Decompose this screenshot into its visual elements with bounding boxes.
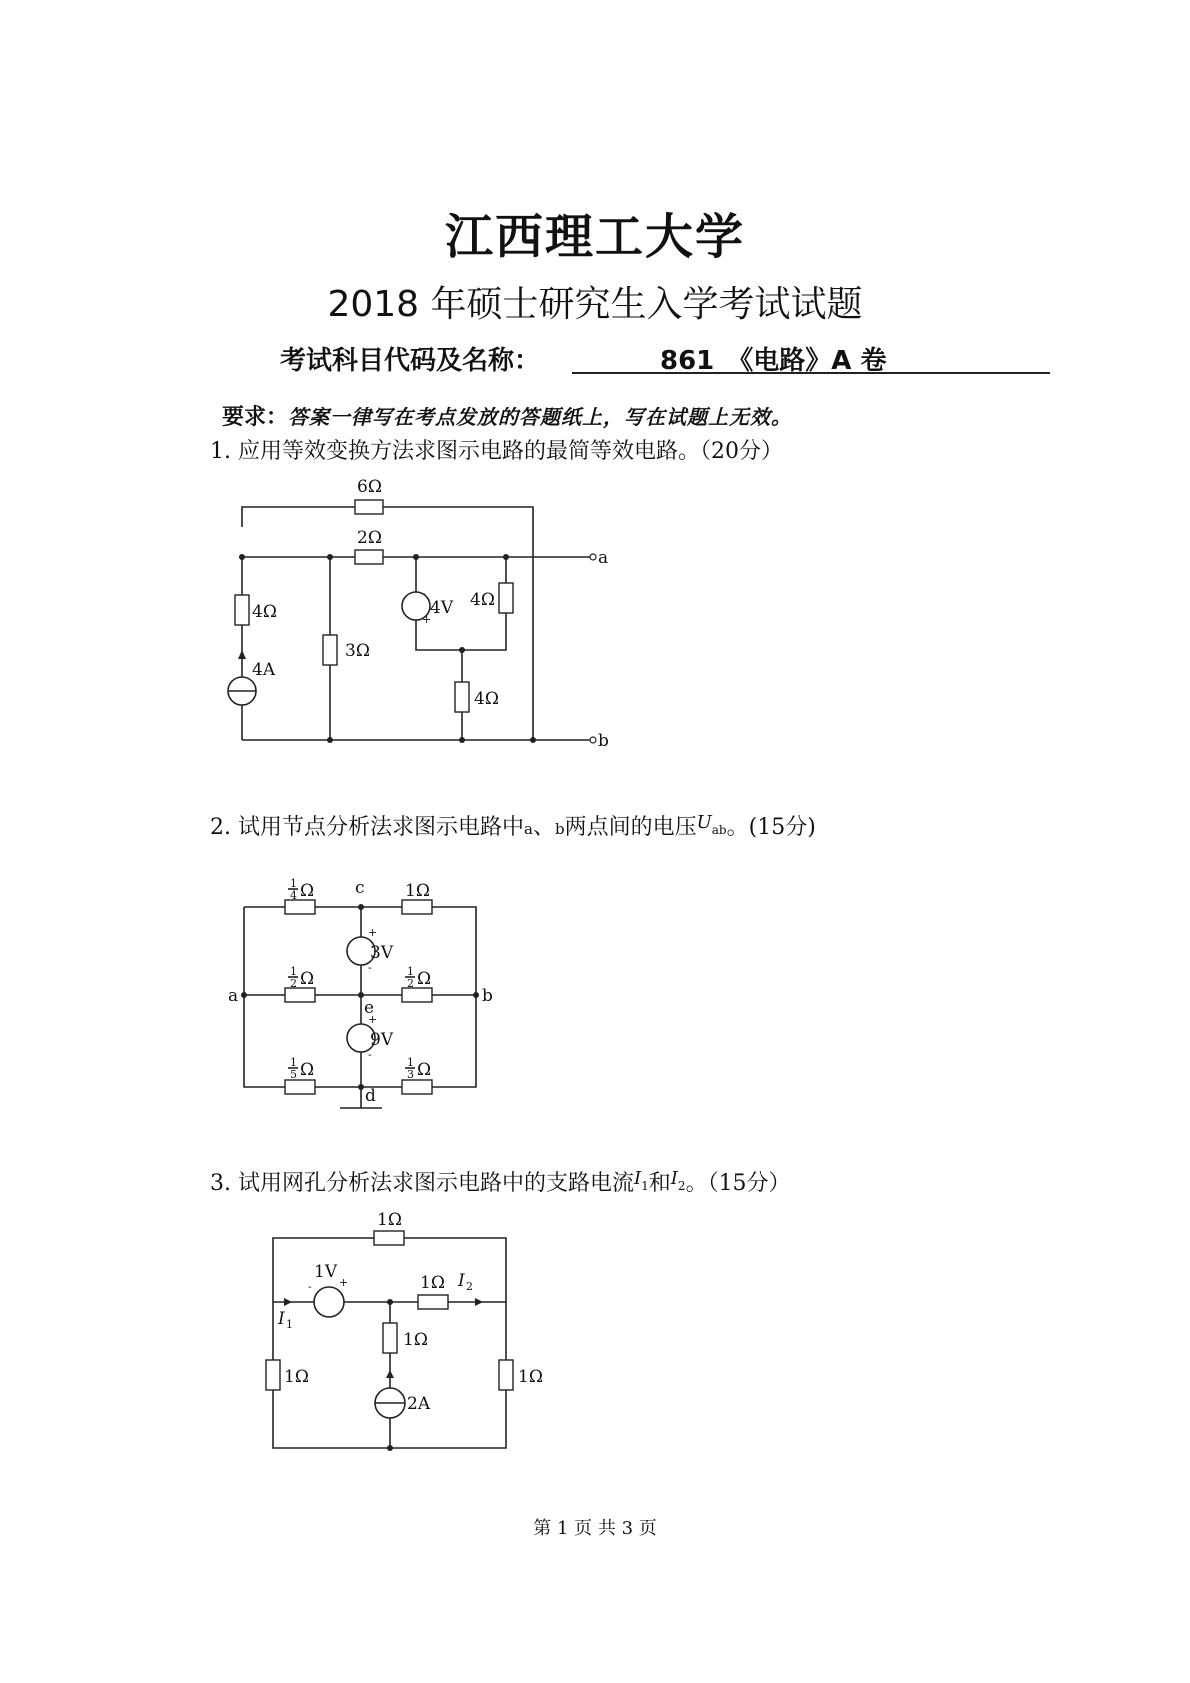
node-dot bbox=[413, 554, 419, 560]
label-1ohm: 1Ω bbox=[405, 881, 430, 901]
question-number: 2. bbox=[210, 815, 231, 840]
frac-ohm: Ω bbox=[300, 969, 315, 989]
terminal-b bbox=[590, 737, 596, 743]
separator: 、 bbox=[532, 815, 555, 840]
resistor-c-right bbox=[402, 900, 432, 914]
label-9v: 9V bbox=[370, 1030, 394, 1050]
terminal-a bbox=[590, 554, 596, 560]
node-a: a bbox=[228, 986, 239, 1006]
resistor-d-right bbox=[402, 1080, 432, 1094]
circuit-1-diagram bbox=[220, 470, 640, 760]
requirement bbox=[222, 400, 792, 431]
current-symbol: I bbox=[634, 1168, 642, 1189]
label-4ohm-right: 4Ω bbox=[470, 590, 495, 610]
frac-num: 1 bbox=[407, 1056, 414, 1069]
node-dot bbox=[358, 992, 364, 998]
frac-den: 3 bbox=[407, 1068, 414, 1081]
node-dot bbox=[530, 737, 536, 743]
subject-row bbox=[280, 340, 1060, 374]
label-1ohm-mid: 1Ω bbox=[420, 1273, 445, 1293]
voltage-subscript: ab bbox=[711, 823, 727, 837]
resistor-right bbox=[499, 1360, 513, 1390]
frac-den: 5 bbox=[290, 1068, 297, 1081]
label-1ohm-top: 1Ω bbox=[377, 1210, 402, 1230]
node-dot bbox=[387, 1299, 393, 1305]
label-3v: 3V bbox=[370, 943, 394, 963]
question-text-mid: 两点间的电压 bbox=[564, 815, 697, 840]
question-2 bbox=[210, 810, 816, 841]
vs-plus: + bbox=[368, 1013, 378, 1026]
node-d: d bbox=[365, 1086, 376, 1106]
subject-label: 考试科目代码及名称： bbox=[280, 346, 541, 376]
resistor-e-left bbox=[285, 988, 315, 1002]
label-6ohm: 6Ω bbox=[357, 477, 382, 497]
node-dot bbox=[503, 554, 509, 560]
subject-value: 861 《电路》A 卷 bbox=[660, 346, 887, 376]
node-b-ref: b bbox=[554, 820, 565, 838]
resistor-e-right bbox=[402, 988, 432, 1002]
frac-ohm: Ω bbox=[300, 1060, 315, 1080]
conjunction: 和 bbox=[648, 1171, 671, 1196]
label-i2-sub: 2 bbox=[466, 1280, 473, 1293]
node-dot bbox=[473, 992, 479, 998]
node-dot bbox=[387, 1445, 393, 1451]
vs-plus: + bbox=[339, 1276, 349, 1289]
resistor-d-left bbox=[285, 1080, 315, 1094]
resistor-3ohm bbox=[323, 635, 337, 665]
label-i2: I bbox=[458, 1271, 465, 1291]
frac-den: 4 bbox=[290, 889, 297, 902]
label-4ohm-bottom: 4Ω bbox=[474, 689, 499, 709]
label-i1-sub: 1 bbox=[286, 1318, 293, 1331]
node-dot bbox=[459, 647, 465, 653]
page-footer: 第 1 页 共 3 页 bbox=[533, 1518, 657, 1539]
vs-minus: - bbox=[308, 1280, 312, 1293]
resistor-4ohm-right bbox=[499, 583, 513, 613]
resistor-top bbox=[374, 1231, 404, 1245]
question-text-before: 试用网孔分析法求图示电路中的支路电流 bbox=[238, 1171, 635, 1196]
current-subscript: 1 bbox=[641, 1179, 649, 1193]
university-title: 江西理工大学 bbox=[444, 209, 745, 265]
voltage-symbol: U bbox=[696, 812, 712, 833]
requirement-label: 要求： bbox=[222, 405, 289, 430]
label-2a: 2A bbox=[407, 1394, 431, 1414]
question-text-after: 。（15分） bbox=[685, 1171, 791, 1196]
node-dot bbox=[358, 904, 364, 910]
frac-num: 1 bbox=[290, 1056, 297, 1069]
vs-plus: + bbox=[422, 613, 432, 626]
node-dot bbox=[239, 554, 245, 560]
node-a-ref: a bbox=[524, 820, 533, 838]
label-1v: 1V bbox=[314, 1262, 338, 1282]
label-3ohm: 3Ω bbox=[345, 641, 370, 661]
question-text: 应用等效变换方法求图示电路的最简等效电路。（20分） bbox=[238, 439, 783, 464]
label-1ohm-right: 1Ω bbox=[518, 1367, 543, 1387]
label-1ohm-left: 1Ω bbox=[284, 1367, 309, 1387]
label-4v: 4V bbox=[430, 598, 454, 618]
node-e: e bbox=[364, 998, 375, 1018]
resistor-center bbox=[383, 1323, 397, 1353]
node-b: b bbox=[482, 986, 493, 1006]
label-1ohm-center: 1Ω bbox=[403, 1330, 428, 1350]
resistor-left bbox=[266, 1360, 280, 1390]
resistor-c-left bbox=[285, 900, 315, 914]
current-subscript: 2 bbox=[677, 1179, 686, 1193]
frac-num: 1 bbox=[290, 877, 297, 890]
node-dot bbox=[327, 554, 333, 560]
arrow-icon bbox=[238, 650, 246, 659]
resistor-2ohm bbox=[355, 550, 383, 564]
resistor-4ohm-left bbox=[235, 595, 249, 625]
arrow-icon bbox=[475, 1298, 483, 1306]
vs-minus: - bbox=[368, 1048, 372, 1061]
question-number: 1. bbox=[210, 439, 231, 464]
exam-title: 2018 年硕士研究生入学考试试题 bbox=[327, 284, 863, 325]
label-a: a bbox=[598, 548, 609, 568]
frac-ohm: Ω bbox=[417, 1060, 432, 1080]
frac-den: 2 bbox=[290, 977, 297, 990]
circuit-3-diagram bbox=[250, 1210, 550, 1460]
vs-minus: - bbox=[422, 587, 426, 600]
question-1 bbox=[210, 434, 783, 465]
frac-num: 1 bbox=[290, 965, 297, 978]
circuit-2-diagram bbox=[222, 878, 522, 1128]
label-i1: I bbox=[278, 1309, 285, 1329]
node-dot bbox=[327, 737, 333, 743]
label-4a: 4A bbox=[252, 660, 276, 680]
vs-plus: + bbox=[368, 926, 378, 939]
resistor-mid bbox=[418, 1295, 448, 1309]
question-text-after: 。(15分) bbox=[726, 815, 816, 840]
arrow-icon bbox=[386, 1370, 394, 1378]
node-c: c bbox=[355, 878, 365, 898]
resistor-6ohm bbox=[355, 500, 383, 514]
node-dot bbox=[459, 737, 465, 743]
question-number: 3. bbox=[210, 1171, 231, 1196]
resistor-4ohm-bottom bbox=[455, 682, 469, 712]
frac-ohm: Ω bbox=[417, 969, 432, 989]
question-3 bbox=[210, 1166, 791, 1197]
requirement-text: 答案一律写在考点发放的答题纸上，写在试题上无效。 bbox=[288, 405, 793, 429]
vs-minus: - bbox=[368, 961, 372, 974]
frac-den: 2 bbox=[407, 977, 414, 990]
frac-num: 1 bbox=[407, 965, 414, 978]
node-dot bbox=[241, 992, 247, 998]
frac-ohm: Ω bbox=[300, 881, 315, 901]
question-text-before: 试用节点分析法求图示电路中 bbox=[238, 815, 525, 840]
label-4ohm-left: 4Ω bbox=[252, 602, 277, 622]
voltage-source-1v bbox=[314, 1287, 344, 1317]
current-symbol: I bbox=[670, 1168, 678, 1189]
label-2ohm: 2Ω bbox=[357, 528, 382, 548]
node-dot bbox=[358, 1084, 364, 1090]
label-b: b bbox=[598, 731, 609, 751]
arrow-icon bbox=[284, 1298, 292, 1306]
